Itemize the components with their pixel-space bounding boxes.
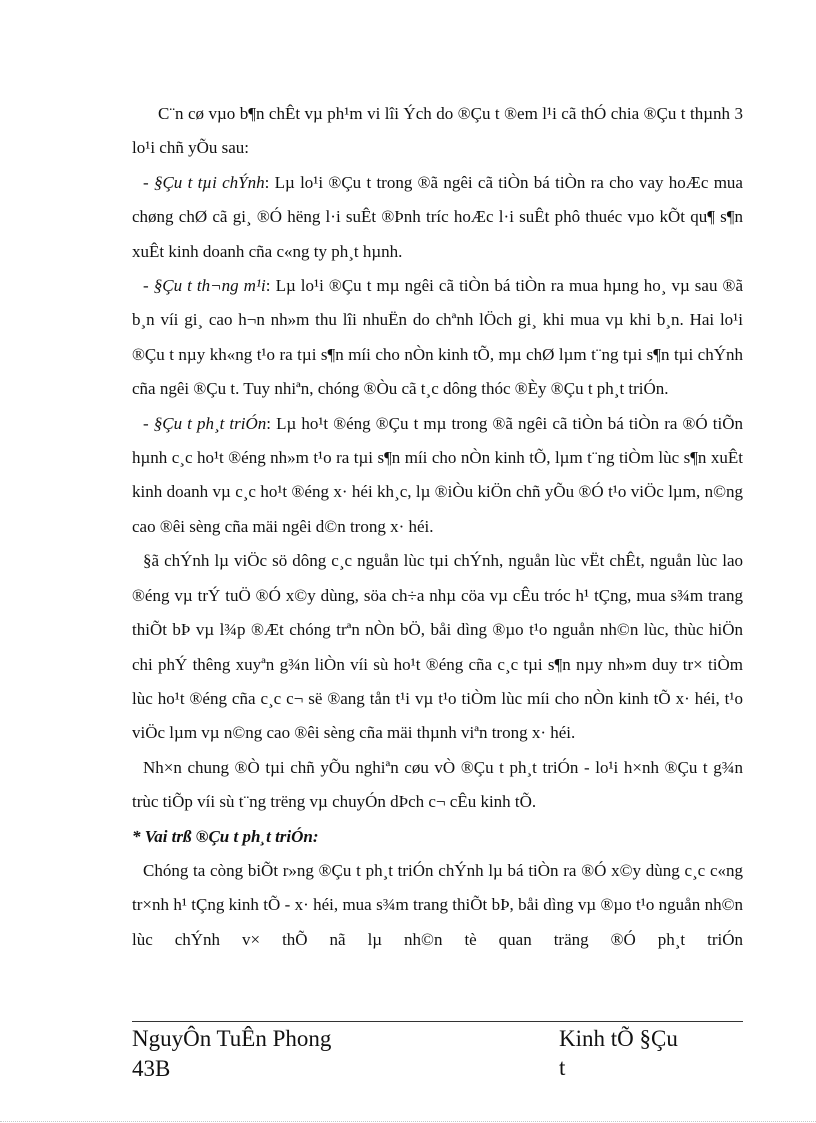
paragraph	[132, 269, 743, 407]
paragraph	[132, 407, 743, 545]
body-text	[132, 97, 743, 957]
paragraph-text: C¨n cø vµo b¶n chÊt vµ ph¹m vi lîi Ých do ®Çu t ®em l¹i cã thÓ chia ®Çu t thµnh 3 lo¹i chñ yÕu sau:	[132, 104, 743, 158]
term-label: §Çu t tµi chÝnh	[153, 172, 265, 192]
paragraph-text: : Lµ lo¹i ®Çu t trong ®ã ngêi cã tiÒn bá tiÒn ra cho vay hoÆc mua chøng chØ cã gi¸ ®Ó hëng l·i suÊt ®Þnh tríc hoÆc l·i suÊt phô thuéc vµo kÕt qu¶ s¶n xuÊt kinh doanh cña c«ng ty ph¸t hµnh.	[132, 172, 743, 261]
page-edge-dotted-line	[0, 1121, 816, 1122]
paragraph-text: Nh×n chung ®Ò tµi chñ yÕu nghiªn cøu vÒ ®Çu t ph¸t triÓn - lo¹i h×nh ®Çu t g¾n trùc tiÕp víi sù t¨ng trëng vµ chuyÓn dÞch c¬ cÊu kinh tÕ.	[132, 757, 743, 812]
heading-text: * Vai trß ®Çu t ph¸t triÓn:	[132, 826, 319, 846]
footer-rule	[132, 1021, 743, 1022]
paragraph	[132, 854, 743, 957]
paragraph-text: -	[143, 172, 154, 192]
paragraph-text: -	[143, 276, 154, 296]
footer-class-code: 43B	[132, 1056, 171, 1081]
footer-department: Kinh tÕ §Çu t	[559, 1026, 678, 1080]
paragraph	[132, 166, 743, 269]
footer-author: NguyÔn TuÊn Phong	[132, 1026, 332, 1051]
term-label: §Çu t th¬ng m¹i	[153, 276, 266, 296]
term-label: §Çu t ph¸t triÓn	[153, 413, 267, 433]
paragraph	[132, 97, 743, 166]
section-heading	[132, 820, 743, 854]
paragraph-text: §ã chÝnh lµ viÖc sö dông c¸c nguån lùc tµi chÝnh, nguån lùc vËt chÊt, nguån lùc lao ®éng vµ trÝ tuÖ ®Ó x©y dùng, söa ch÷a nhµ cöa vµ cÊu tróc h¹ tÇng, mua s¾m trang thiÕt bÞ vµ l¾p ®Æt chóng trªn nÒn bÖ, båi dìng ®µo t¹o nguån nh©n lùc, thùc hiÖn chi phÝ thêng xuyªn g¾n liÒn víi sù ho¹t ®éng cña c¸c tµi s¶n nµy nh»m duy tr× tiÒm lùc ho¹t ®éng cña c¸c c¬ së ®ang tån t¹i vµ t¹o tiÒm lùc míi cho nÒn kinh tÕ x· héi, t¹o viÖc lµm vµ n©ng cao ®êi sèng cña mäi thµnh viªn trong x· héi.	[132, 551, 743, 743]
paragraph-text: -	[143, 413, 154, 433]
paragraph	[132, 544, 743, 750]
paragraph-text: : Lµ lo¹i ®Çu t mµ ngêi cã tiÒn bá tiÒn ra mua hµng ho¸ vµ sau ®ã b¸n víi gi¸ cao h¬n nh»m thu lîi nhuËn do chªnh lÖch gi¸ khi mua vµ khi b¸n. Hai lo¹i ®Çu t nµy kh«ng t¹o ra tµi s¶n míi cho nÒn kinh tÕ, mµ chØ lµm t¨ng tµi s¶n tµi chÝnh cña ngêi ®Çu t. Tuy nhiªn, chóng ®Òu cã t¸c dông thóc ®Èy ®Çu t ph¸t triÓn.	[132, 276, 743, 399]
paragraph-text: : Lµ ho¹t ®éng ®Çu t mµ trong ®ã ngêi cã tiÒn bá tiÒn ra ®Ó tiÕn hµnh c¸c ho¹t ®éng nh»m t¹o ra tµi s¶n míi cho nÒn kinh tÕ, lµm t¨ng tiÒm lùc s¶n xuÊt kinh doanh vµ c¸c ho¹t ®éng x· héi kh¸c, lµ ®iÒu kiÖn chñ yÕu ®Ó t¹o viÖc lµm, n©ng cao ®êi sèng cña mäi ngêi d©n trong x· héi.	[132, 413, 743, 536]
paragraph-text: Chóng ta còng biÕt r»ng ®Çu t ph¸t triÓn chÝnh lµ bá tiÒn ra ®Ó x©y dùng c¸c c«ng tr×nh h¹ tÇng kinh tÕ - x· héi, mua s¾m trang thiÕt bÞ, båi dìng vµ ®µo t¹o nguån nh©n lùc chÝnh v× thÕ nã lµ nh©n tè quan träng ®Ó ph¸t triÓn	[132, 860, 743, 949]
paragraph	[132, 751, 743, 820]
